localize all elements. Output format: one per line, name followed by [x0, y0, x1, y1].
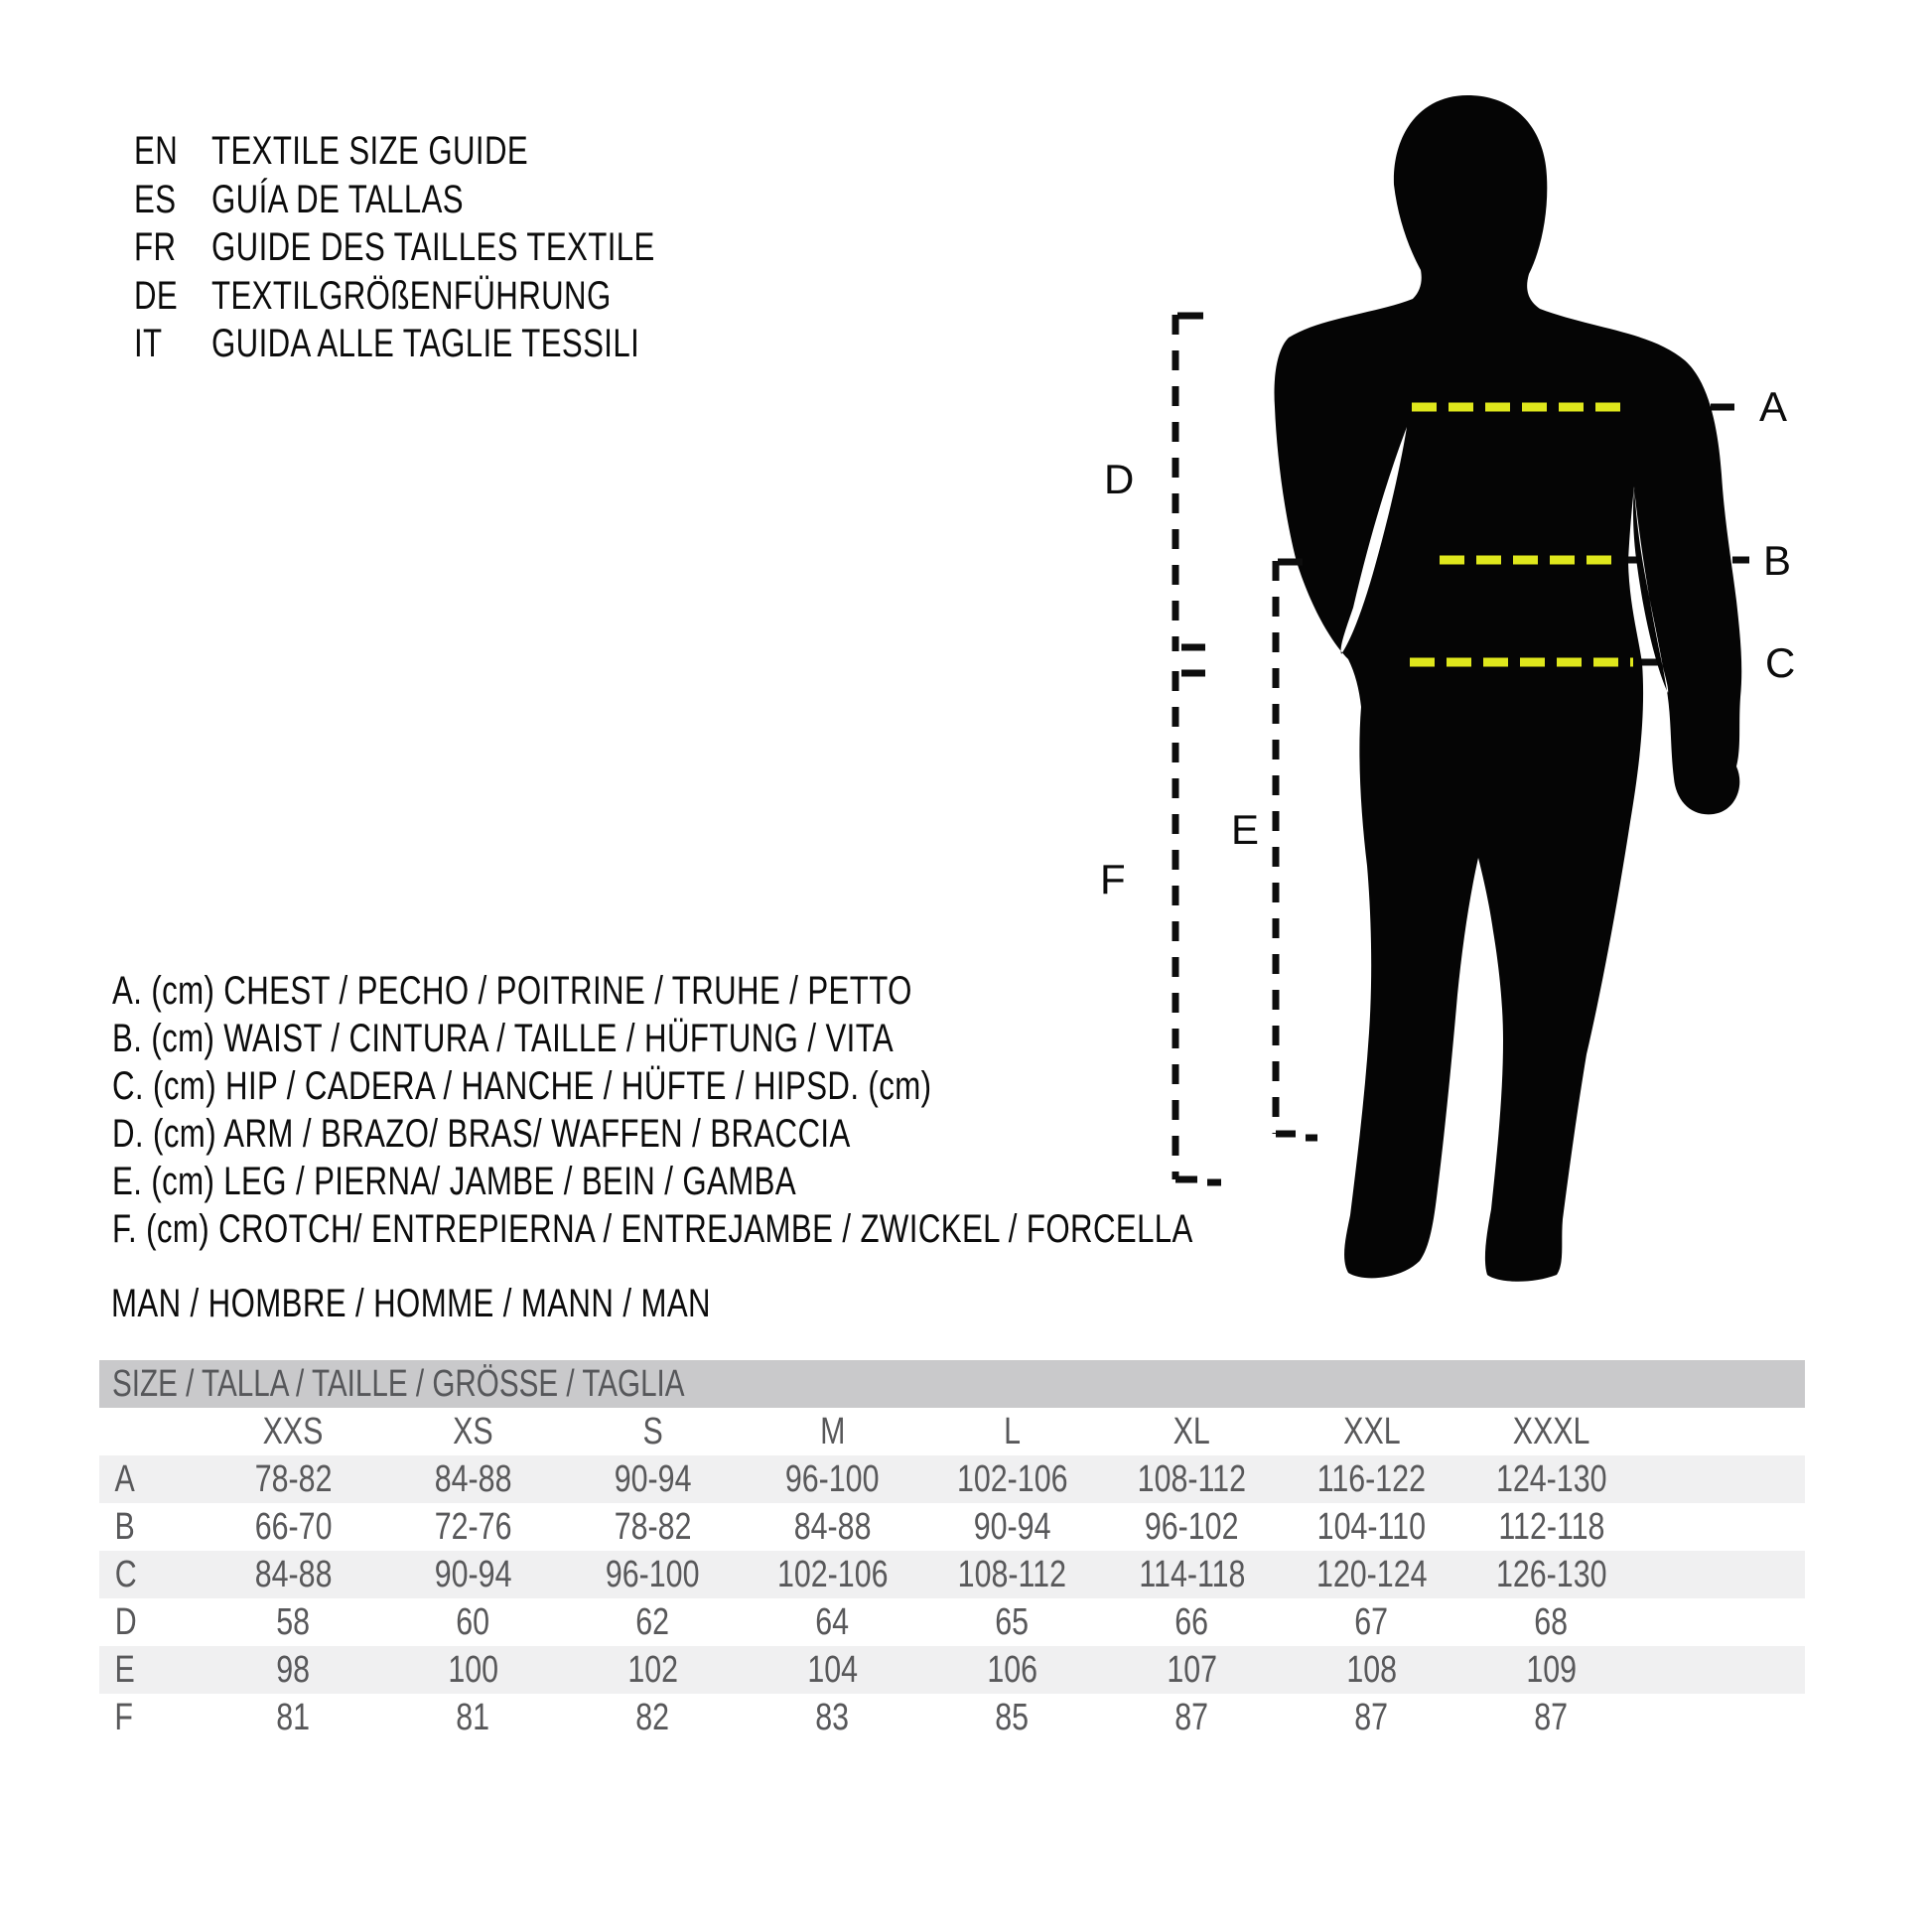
size-column-header: S [642, 1410, 663, 1452]
measurement-line-f: F. (cm) CROTCH/ ENTREPIERNA / ENTREJAMBE / ZWICKEL / FORCELLA [112, 1206, 1193, 1251]
cell-value: 126-130 [1495, 1553, 1607, 1595]
row-label: B [114, 1505, 135, 1548]
size-column-header: XXL [1342, 1410, 1401, 1452]
cell-value: 66-70 [254, 1505, 333, 1548]
cell-value: 108-112 [1137, 1457, 1247, 1500]
language-code: IT [134, 322, 163, 365]
row-label: D [114, 1600, 137, 1643]
size-column-header: XXS [263, 1410, 324, 1452]
cell-value: 109 [1526, 1648, 1577, 1691]
size-column-header: L [1004, 1410, 1021, 1452]
language-code: FR [134, 225, 177, 269]
category-line: MAN / HOMBRE / HOMME / MANN / MAN [111, 1281, 711, 1325]
measurement-line-a: A. (cm) CHEST / PECHO / POITRINE / TRUHE / PETTO [112, 968, 912, 1013]
language-title: GUÍA DE TALLAS [211, 178, 465, 221]
cell-value: 72-76 [434, 1505, 512, 1548]
cell-value: 87 [1354, 1696, 1389, 1738]
cell-value: 66 [1174, 1600, 1209, 1643]
cell-value: 98 [276, 1648, 311, 1691]
cell-value: 108-112 [957, 1553, 1067, 1595]
cell-value: 90-94 [973, 1505, 1051, 1548]
cell-value: 90-94 [614, 1457, 692, 1500]
cell-value: 96-100 [606, 1553, 700, 1595]
size-column-header: XS [453, 1410, 493, 1452]
size-column-header: M [819, 1410, 846, 1452]
label-leg-e: E [1231, 806, 1260, 853]
man-silhouette [1275, 95, 1742, 1282]
size-column-header: XXXL [1512, 1410, 1590, 1452]
cell-value: 107 [1167, 1648, 1217, 1691]
cell-value: 114-118 [1138, 1553, 1246, 1595]
cell-value: 65 [995, 1600, 1030, 1643]
language-code: DE [134, 274, 179, 318]
label-arm-d: D [1104, 456, 1135, 502]
cell-value: 81 [456, 1696, 490, 1738]
cell-value: 62 [635, 1600, 670, 1643]
measurement-line-c: C. (cm) HIP / CADERA / HANCHE / HÜFTE / HIPSD. (cm) [112, 1063, 932, 1108]
cell-value: 83 [815, 1696, 850, 1738]
cell-value: 116-122 [1316, 1457, 1427, 1500]
cell-value: 84-88 [434, 1457, 512, 1500]
cell-value: 68 [1534, 1600, 1569, 1643]
cell-value: 120-124 [1315, 1553, 1428, 1595]
cell-value: 85 [995, 1696, 1030, 1738]
label-waist-b: B [1763, 537, 1792, 584]
label-chest-a: A [1759, 383, 1788, 430]
table-header-title: SIZE / TALLA / TAILLE / GRÖSSE / TAGLIA [112, 1362, 685, 1405]
size-column-header: XL [1173, 1410, 1211, 1452]
cell-value: 87 [1534, 1696, 1569, 1738]
label-crotch-f: F [1100, 856, 1126, 902]
cell-value: 102-106 [956, 1457, 1068, 1500]
cell-value: 106 [987, 1648, 1037, 1691]
language-title: GUIDA ALLE TAGLIE TESSILI [211, 322, 640, 365]
cell-value: 64 [815, 1600, 850, 1643]
cell-value: 102-106 [776, 1553, 889, 1595]
cell-value: 112-118 [1497, 1505, 1605, 1548]
label-hip-c: C [1765, 639, 1796, 686]
measurement-line-d: D. (cm) ARM / BRAZO/ BRAS/ WAFFEN / BRACCIA [112, 1111, 851, 1156]
cell-value: 102 [627, 1648, 678, 1691]
row-label: E [114, 1648, 135, 1691]
row-label: A [114, 1457, 135, 1500]
language-code: ES [134, 178, 177, 221]
cell-value: 84-88 [793, 1505, 872, 1548]
cell-value: 78-82 [614, 1505, 692, 1548]
cell-value: 96-102 [1145, 1505, 1239, 1548]
cell-value: 58 [276, 1600, 311, 1643]
cell-value: 108 [1346, 1648, 1397, 1691]
cell-value: 90-94 [434, 1553, 512, 1595]
row-label: C [114, 1553, 137, 1595]
cell-value: 81 [276, 1696, 311, 1738]
cell-value: 67 [1354, 1600, 1389, 1643]
measurement-line-e: E. (cm) LEG / PIERNA/ JAMBE / BEIN / GAMBA [112, 1159, 797, 1203]
cell-value: 82 [635, 1696, 670, 1738]
cell-value: 60 [456, 1600, 490, 1643]
cell-value: 87 [1174, 1696, 1209, 1738]
cell-value: 104-110 [1316, 1505, 1427, 1548]
language-title: TEXTILE SIZE GUIDE [211, 129, 529, 173]
cell-value: 104 [807, 1648, 858, 1691]
cell-value: 96-100 [785, 1457, 880, 1500]
cell-value: 84-88 [254, 1553, 333, 1595]
language-title: TEXTILGRÖßENFÜHRUNG [211, 274, 612, 318]
cell-value: 100 [448, 1648, 498, 1691]
cell-value: 78-82 [254, 1457, 333, 1500]
row-label: F [114, 1696, 133, 1738]
measurement-line-b: B. (cm) WAIST / CINTURA / TAILLE / HÜFTUNG / VITA [112, 1016, 895, 1060]
language-title: GUIDE DES TAILLES TEXTILE [211, 225, 655, 269]
cell-value: 124-130 [1495, 1457, 1607, 1500]
language-code: EN [134, 129, 179, 173]
